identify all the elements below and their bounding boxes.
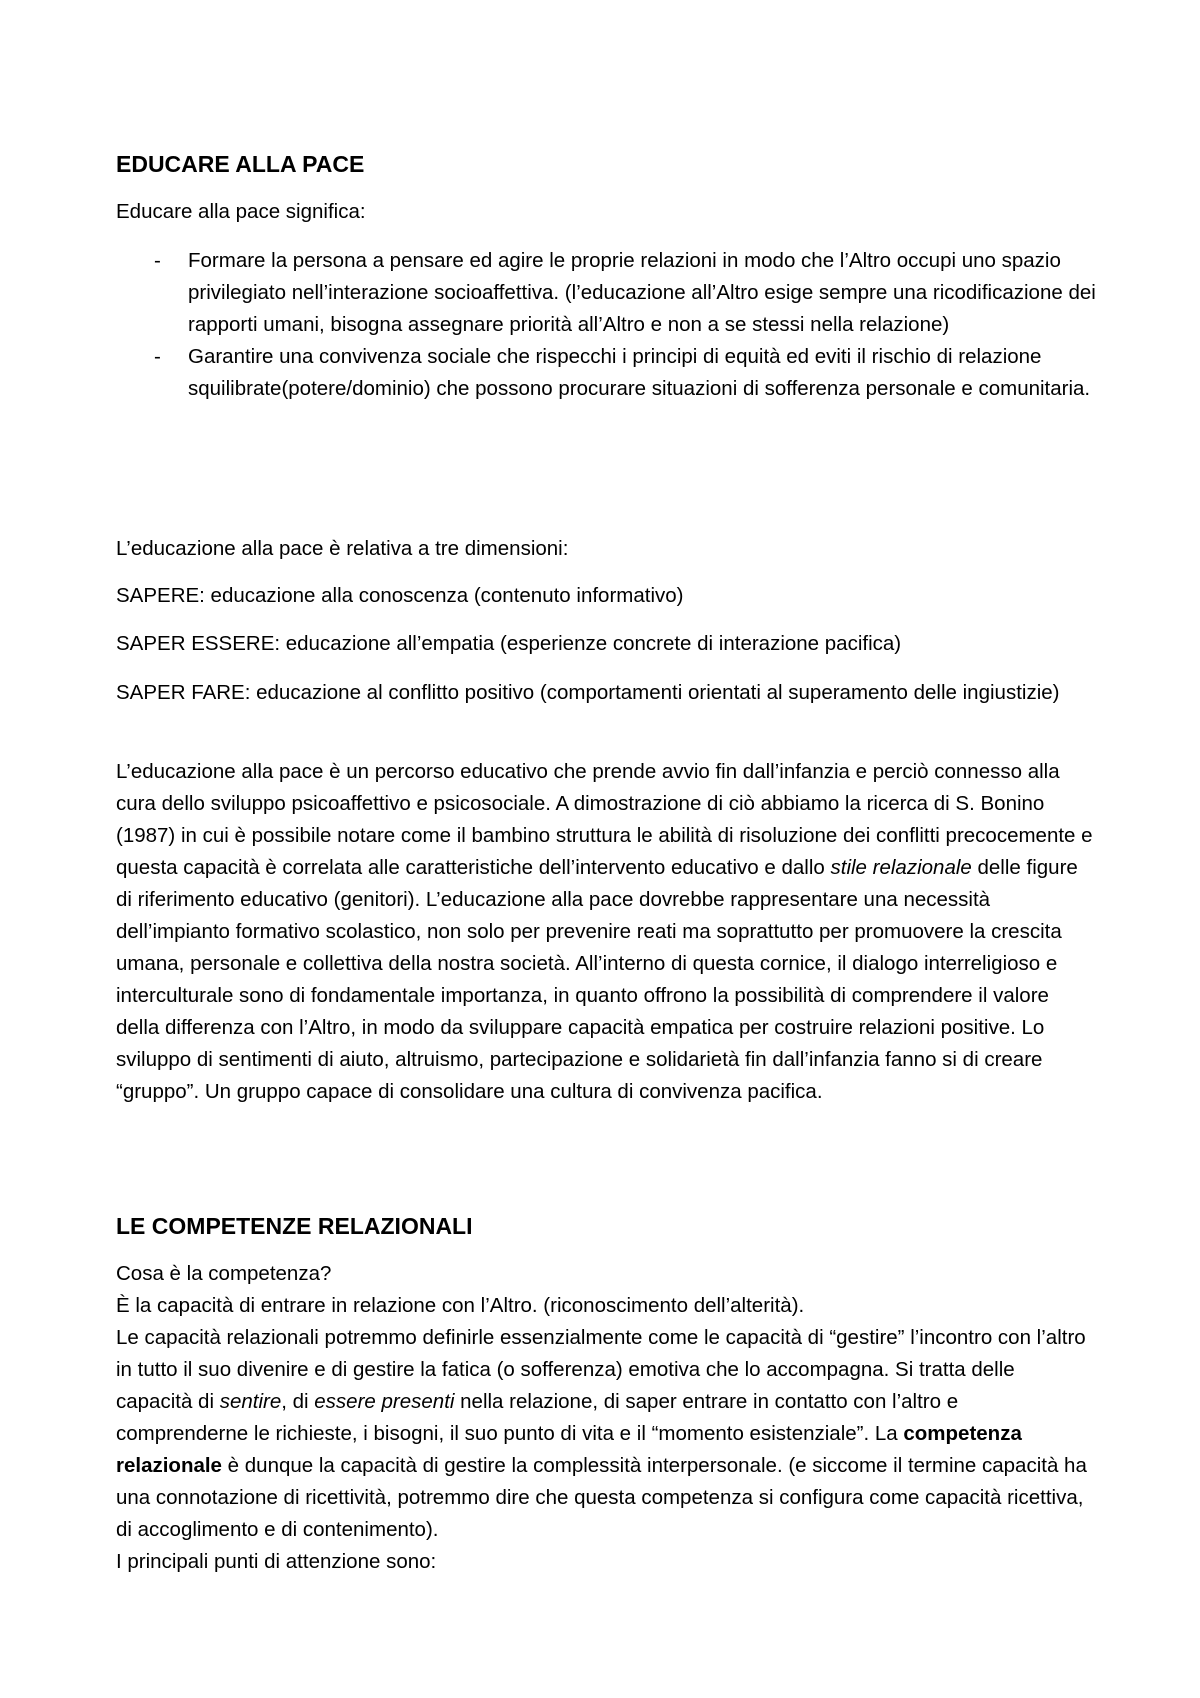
paragraph-text: , di	[281, 1390, 315, 1413]
dimension-saper-fare: SAPER FARE: educazione al conflitto positivo (comportamenti orientati al superamento delle ingiustizie)	[116, 681, 1060, 704]
italic-term: essere presenti	[314, 1390, 455, 1413]
section-title-educare-alla-pace: EDUCARE ALLA PACE	[116, 151, 365, 177]
dimensions-intro: L’educazione alla pace è relativa a tre dimensioni:	[116, 537, 569, 560]
paragraph-text: nella relazione, di saper entrare in contatto con l’altro e comprenderne le richieste, i bisogni, il suo punto di vita e il “momento esistenziale”. La	[116, 1390, 959, 1445]
section-intro: Educare alla pace significa:	[116, 200, 366, 223]
closing-line: I principali punti di attenzione sono:	[116, 1550, 437, 1573]
paragraph-text: delle figure di riferimento educativo (genitori). L’educazione alla pace dovrebbe rappresentare una necessità dell’impianto formativo scolastico, non solo per prevenire reati ma soprattutto per promuovere la crescita umana, personale e collettiva della nostra società. All’interno di questa cornice, il dialogo interreligioso e interculturale sono di fondamentale importanza, in quanto offrono la possibilità di comprendere il valore della differenza con l’Altro, in modo da sviluppare capacità empatica per costruire relazioni positive. Lo sviluppo di sentimenti di aiuto, altruismo, partecipazione e solidarietà fin dall’infanzia fanno si di creare “gruppo”. Un gruppo capace di consolidare una cultura di convivenza pacifica.	[116, 856, 1078, 1103]
paragraph-text: è dunque la capacità di gestire la complessità interpersonale. (e siccome il termine capacità ha una connotazione di ricettività, potremmo dire che questa competenza si configura come capacità ricettiva, di accoglimento e di contenimento).	[116, 1454, 1087, 1541]
list-item: - Formare la persona a pensare ed agire le proprie relazioni in modo che l’Altro occupi uno spazio privilegiato nell’interazione socioaffettiva. (l’educazione all’Altro esige sempre una ricodificazione dei rapporti umani, bisogna assegnare priorità all’Altro e non a se stessi nella relazione)	[116, 245, 1096, 341]
bold-term: competenza relazionale	[116, 1422, 1022, 1477]
section-title-competenze-relazionali: LE COMPETENZE RELAZIONALI	[116, 1213, 473, 1239]
dimension-sapere: SAPERE: educazione alla conoscenza (contenuto informativo)	[116, 584, 684, 607]
dimension-saper-essere: SAPER ESSERE: educazione all’empatia (esperienze concrete di interazione pacifica)	[116, 632, 902, 655]
italic-term: stile relazionale	[830, 856, 972, 879]
paragraph-competenze	[116, 1322, 1096, 1546]
section-body	[116, 1258, 1096, 1578]
paragraph-text: L’educazione alla pace è un percorso educativo che prende avvio fin dall’infanzia e perciò connesso alla cura dello sviluppo psicoaffettivo e psicosociale. A dimostrazione di ciò abbiamo la ricerca di S. Bonino (1987) in cui è possibile notare come il bambino struttura le abilità di risoluzione dei conflitti precocemente e questa capacità è correlata alle caratteristiche dell’intervento educativo e dallo	[116, 760, 1093, 879]
list-item: - Garantire una convivenza sociale che rispecchi i principi di equità ed eviti il rischio di relazione squilibrate(potere/dominio) che possono procurare situazioni di sofferenza personale e comunitaria.	[116, 341, 1096, 405]
answer-line: È la capacità di entrare in relazione con l’Altro. (riconoscimento dell’alterità).	[116, 1294, 805, 1317]
definition-list	[116, 245, 1096, 405]
paragraph-text: Le capacità relazionali potremmo definirle essenzialmente come le capacità di “gestire” l’incontro con l’altro in tutto il suo divenire e di gestire la fatica (o sofferenza) emotiva che lo accompagna. Si tratta delle capacità di	[116, 1326, 1086, 1413]
italic-term: sentire	[219, 1390, 282, 1413]
paragraph-educazione-pace	[116, 756, 1096, 1108]
question-line: Cosa è la competenza?	[116, 1262, 332, 1285]
